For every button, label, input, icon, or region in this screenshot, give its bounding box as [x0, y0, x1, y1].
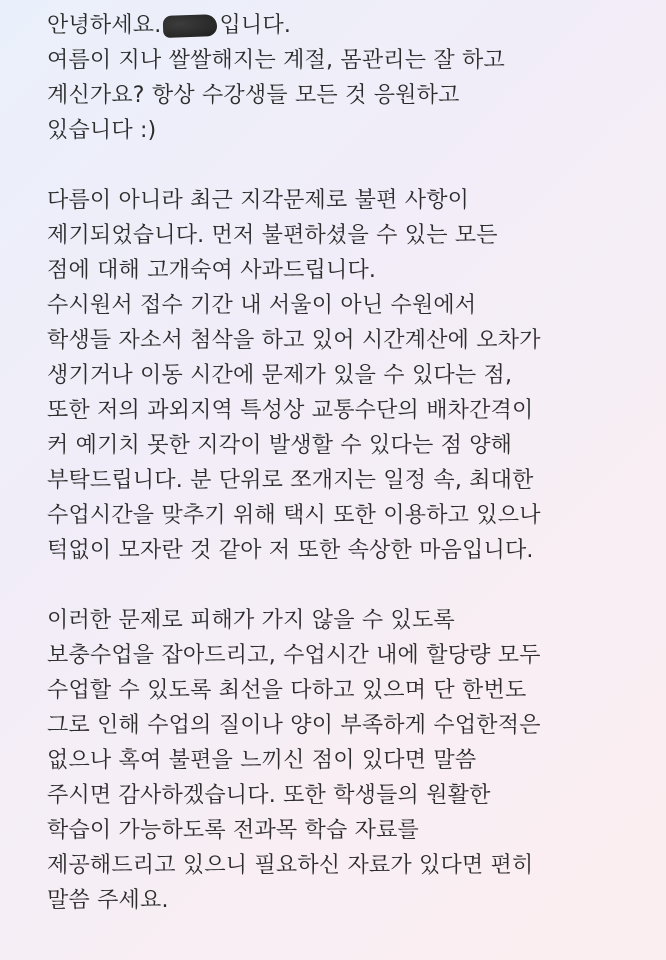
- blank-line: [47, 148, 657, 183]
- message-line: 여름이 지나 쌀쌀해지는 계절, 몸관리는 잘 하고: [47, 48, 505, 73]
- message-line: 없으나 혹여 불편을 느끼신 점이 있다면 말씀: [47, 748, 477, 773]
- message-line: 말씀 주세요.: [47, 888, 169, 913]
- greeting-end: 입니다.: [219, 13, 292, 38]
- blank-line: [47, 568, 657, 603]
- message-body: [47, 8, 657, 918]
- message-line: 수시원서 접수 기간 내 서울이 아닌 수원에서: [47, 293, 477, 318]
- message-line: 그로 인해 수업의 질이나 양이 부족하게 수업한적은: [47, 713, 541, 738]
- message-line: 또한 저의 과외지역 특성상 교통수단의 배차간격이: [47, 398, 534, 423]
- message-line: 수업시간을 맞추기 위해 택시 또한 이용하고 있으나: [47, 503, 541, 528]
- message-line: 이러한 문제로 피해가 가지 않을 수 있도록: [47, 608, 455, 633]
- redacted-name-mark: [163, 14, 218, 38]
- message-line: 수업할 수 있도록 최선을 다하고 있으며 단 한번도: [47, 678, 527, 703]
- message-line: 턱없이 모자란 것 같아 저 또한 속상한 마음입니다.: [47, 538, 534, 563]
- message-line: 보충수업을 잡아드리고, 수업시간 내에 할당량 모두: [47, 643, 541, 668]
- message-line: 제기되었습니다. 먼저 불편하셨을 수 있는 모든: [47, 223, 498, 248]
- greeting-line: [47, 8, 657, 43]
- message-line: 학생들 자소서 첨삭을 하고 있어 시간계산에 오차가: [47, 328, 541, 353]
- greeting-start: 안녕하세요.: [47, 13, 162, 38]
- message-line: 생기거나 이동 시간에 문제가 있을 수 있다는 점,: [47, 363, 513, 388]
- message-line: 다름이 아니라 최근 지각문제로 불편 사항이: [47, 188, 470, 213]
- message-line: 학습이 가능하도록 전과목 학습 자료를: [47, 818, 420, 843]
- message-line: 커 예기치 못한 지각이 발생할 수 있다는 점 양해: [47, 433, 513, 458]
- message-line: 부탁드립니다. 분 단위로 쪼개지는 일정 속, 최대한: [47, 468, 534, 493]
- message-line: 제공해드리고 있으니 필요하신 자료가 있다면 편히: [47, 853, 534, 878]
- message-line: 주시면 감사하겠습니다. 또한 학생들의 원활한: [47, 783, 491, 808]
- message-line: 있습니다 :): [47, 118, 157, 143]
- message-line: 점에 대해 고개숙여 사과드립니다.: [47, 258, 377, 283]
- message-line: 계신가요? 항상 수강생들 모든 것 응원하고: [47, 83, 460, 108]
